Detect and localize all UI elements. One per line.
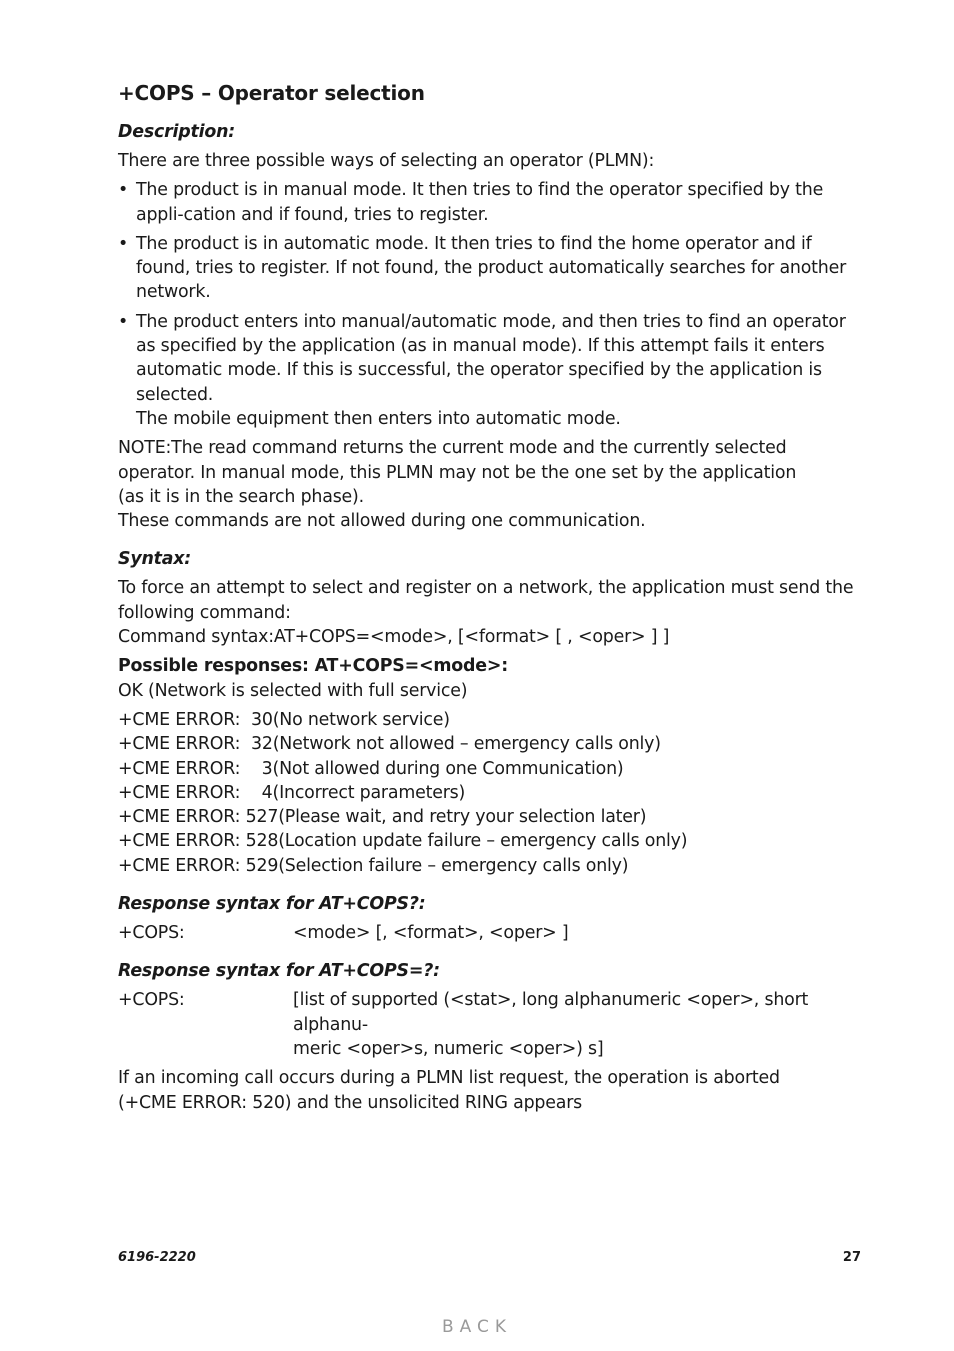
back-link[interactable]: BACK — [441, 1317, 512, 1337]
response-value-line: meric <oper>s, numeric <oper>) s] — [293, 1038, 604, 1059]
error-row — [118, 805, 866, 829]
description-bullets — [118, 178, 866, 431]
syntax-label: Syntax: — [118, 549, 192, 570]
error-label: +CME ERROR: — [118, 709, 241, 730]
error-label: +CME ERROR: — [118, 855, 241, 876]
error-code: 527 — [240, 807, 279, 828]
test-response-label: Response syntax for AT+COPS=?: — [118, 961, 440, 982]
error-list — [118, 708, 866, 878]
response-key: +COPS: — [118, 923, 185, 944]
error-code: 3 — [240, 758, 273, 779]
bullet-text: The product enters into manual/automatic mode, and then tries to find an operator as specified by the application (as in manual mode). If this attempt fails it enters automatic mode. If this is successful, the operator specified by the application is selected. — [136, 311, 846, 405]
response-value — [293, 988, 866, 1061]
error-row — [118, 757, 866, 781]
note-line: operator. In manual mode, this PLMN may not be the one set by the application — [118, 462, 797, 483]
note-line: These commands are not allowed during one communication. — [118, 511, 646, 532]
error-row — [118, 708, 866, 732]
error-text: (Incorrect parameters) — [272, 782, 466, 803]
syntax-text: To force an attempt to select and register on a network, the application must send the — [118, 578, 854, 599]
description-label: Description: — [118, 122, 236, 142]
error-label: +CME ERROR: — [118, 831, 241, 852]
bullet-text: The product is in automatic mode. It then tries to find the home operator and if found, tries to register. If not found, the product automatically searches for another network. — [136, 233, 847, 303]
syntax-text: following command: — [118, 602, 291, 623]
list-item — [118, 310, 866, 431]
error-code: 30 — [240, 709, 273, 730]
page-number: 27 — [842, 1250, 861, 1265]
error-text: (Please wait, and retry your selection later) — [278, 807, 647, 828]
error-text: (No network service) — [272, 709, 450, 730]
page-title: +COPS – Operator selection — [118, 81, 425, 105]
note-line: (as it is in the search phase). — [118, 486, 364, 507]
list-item — [118, 178, 866, 227]
description-intro: There are three possible ways of selecting an operator (PLMN): — [118, 151, 655, 171]
bullet-dot: • — [118, 311, 129, 332]
error-row — [118, 829, 866, 853]
list-item — [118, 232, 866, 305]
command-syntax: Command syntax:AT+COPS=<mode>, [<format> [ , <oper> ] ] — [118, 627, 670, 648]
response-key: +COPS: — [118, 990, 185, 1011]
response-value-line: [list of supported (<stat>, long alphanumeric <oper>, short alphanu- — [293, 990, 809, 1035]
ok-response: OK (Network is selected with full service) — [118, 680, 468, 701]
error-row — [118, 732, 866, 756]
error-text: (Selection failure – emergency calls only) — [278, 855, 629, 876]
responses-heading: Possible responses: AT+COPS=<mode>: — [118, 656, 508, 677]
document-number: 6196-2220 — [118, 1250, 196, 1265]
bullet-continuation: The mobile equipment then enters into automatic mode. — [136, 408, 621, 429]
read-response-label: Response syntax for AT+COPS?: — [118, 894, 426, 915]
bullet-dot: • — [118, 180, 129, 201]
document-page — [118, 78, 866, 1115]
error-label: +CME ERROR: — [118, 758, 241, 779]
error-label: +CME ERROR: — [118, 734, 241, 755]
error-code: 528 — [240, 831, 279, 852]
error-text: (Not allowed during one Communication) — [272, 758, 624, 779]
bullet-text: The product is in manual mode. It then tries to find the operator specified by the appli-cation and if found, tries to register. — [136, 180, 824, 225]
closing-text: If an incoming call occurs during a PLMN list request, the operation is aborted — [118, 1068, 780, 1089]
error-text: (Location update failure – emergency calls only) — [278, 831, 688, 852]
error-row — [118, 781, 866, 805]
test-response-row — [118, 988, 866, 1061]
error-label: +CME ERROR: — [118, 807, 241, 828]
error-text: (Network not allowed – emergency calls only) — [272, 734, 661, 755]
error-row — [118, 854, 866, 878]
note-line: NOTE:The read command returns the current mode and the currently selected — [118, 438, 787, 459]
error-label: +CME ERROR: — [118, 782, 241, 803]
read-response-row — [118, 921, 866, 945]
error-code: 32 — [240, 734, 273, 755]
error-code: 4 — [240, 782, 273, 803]
response-value: <mode> [, <format>, <oper> ] — [293, 923, 569, 944]
error-code: 529 — [240, 855, 279, 876]
bullet-dot: • — [118, 233, 129, 254]
closing-text: (+CME ERROR: 520) and the unsolicited RING appears — [118, 1092, 583, 1113]
